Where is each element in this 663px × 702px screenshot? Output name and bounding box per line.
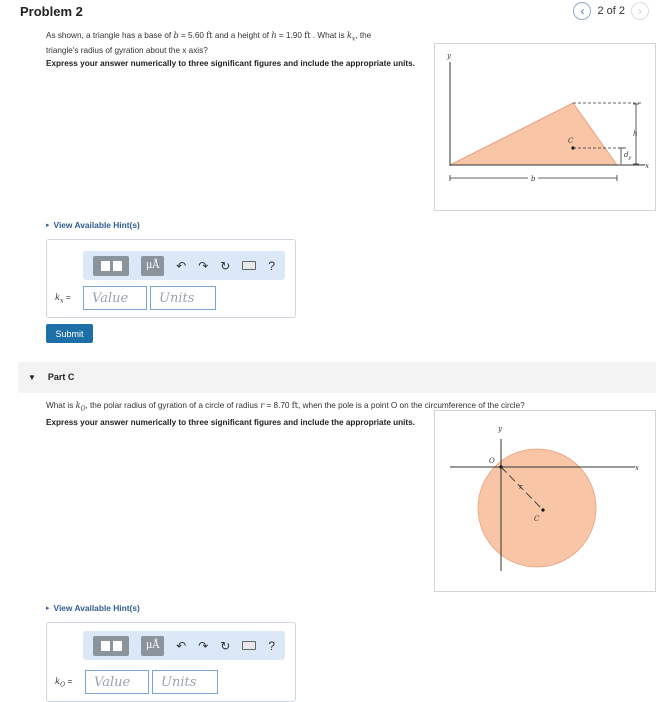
part-c-toolbar: [83, 631, 285, 660]
caret-right-icon: ▸: [46, 222, 50, 229]
fraction-icon: [113, 641, 122, 651]
help-button[interactable]: ?: [268, 638, 275, 653]
undo-icon: ↶: [176, 638, 187, 653]
units-symbol-button[interactable]: μÅ: [141, 256, 164, 276]
b-label: b: [531, 175, 536, 183]
templates-button[interactable]: [93, 256, 129, 276]
problem-title: Problem 2: [20, 4, 83, 19]
center-label: C: [534, 515, 540, 523]
h-label: h: [633, 130, 638, 138]
redo-button[interactable]: [198, 635, 208, 657]
pole-label: O: [489, 457, 495, 465]
part-b-answer-box: [46, 239, 296, 318]
circle-figure: [434, 410, 656, 592]
templates-button[interactable]: [93, 636, 129, 656]
chevron-right-icon: ›: [638, 4, 642, 18]
keyboard-icon: [242, 641, 256, 650]
centroid-label: C: [568, 137, 574, 145]
triangle-figure: [434, 43, 656, 211]
reset-icon: ↻: [220, 638, 231, 653]
pager-text: 2 of 2: [597, 5, 625, 17]
part-b-instructions: Express your answer numerically to three significant figures and include the appropriate units.: [46, 59, 415, 68]
reset-button[interactable]: [220, 635, 230, 657]
part-c-units-input[interactable]: Units: [152, 670, 218, 694]
redo-button[interactable]: [198, 255, 208, 277]
y-axis-label: y: [447, 52, 451, 60]
part-c-header[interactable]: [18, 362, 656, 393]
part-b-toolbar: [83, 251, 285, 280]
next-button[interactable]: [631, 2, 649, 20]
undo-button[interactable]: [176, 635, 186, 657]
part-b-value-input[interactable]: Value: [83, 286, 147, 310]
template-icon: [101, 261, 110, 271]
reset-button[interactable]: [220, 255, 230, 277]
part-c-value-input[interactable]: Value: [85, 670, 149, 694]
caret-down-icon: ▼: [28, 372, 36, 382]
radius-label: r: [519, 483, 523, 491]
chevron-left-icon: ‹: [580, 4, 585, 18]
part-b-hint-toggle[interactable]: ▸ View Available Hint(s): [46, 220, 140, 230]
template-icon: [101, 641, 110, 651]
redo-icon: ↷: [198, 258, 209, 273]
keyboard-button[interactable]: [242, 255, 256, 277]
center-point: [541, 508, 544, 511]
keyboard-icon: [242, 261, 256, 270]
x-axis-label: x: [645, 162, 649, 170]
circle-diagram: [435, 411, 655, 591]
triangle-shape: [450, 103, 617, 165]
reset-icon: ↻: [220, 258, 231, 273]
caret-right-icon: ▸: [46, 605, 50, 612]
redo-icon: ↷: [198, 638, 209, 653]
part-c-instructions: Express your answer numerically to three significant figures and include the appropriate units.: [46, 418, 415, 427]
part-c-question: What is $k_O$, the polar radius of gyration of a circle of radius r = 8.70 ft, when the pole is a point O on the circumference of the circle?: [46, 400, 525, 413]
part-c-hint-toggle[interactable]: ▸ View Available Hint(s): [46, 603, 140, 613]
undo-button[interactable]: [176, 255, 186, 277]
fraction-icon: [113, 261, 122, 271]
submit-button[interactable]: Submit: [46, 324, 93, 343]
part-b-answer-label: $k_x$ =: [55, 292, 71, 305]
dy-label: $d_y$: [624, 151, 632, 161]
part-b-units-input[interactable]: Units: [150, 286, 216, 310]
part-c-toggle[interactable]: ▼ Part C: [28, 372, 75, 382]
previous-button[interactable]: [573, 2, 591, 20]
units-symbol-button[interactable]: μÅ: [141, 636, 164, 656]
triangle-diagram: [435, 44, 655, 210]
keyboard-button[interactable]: [242, 635, 256, 657]
part-b-question: As shown, a triangle has a base of b = 5.60 ft and a height of h = 1.90 ft . What is $k_x$, the triangle's radius of gyration about the x axis?: [46, 30, 372, 55]
y-axis-label: y: [498, 425, 502, 433]
part-c-answer-label: $k_O$ =: [55, 676, 73, 689]
pager: [573, 2, 649, 20]
undo-icon: ↶: [176, 258, 187, 273]
part-c-answer-box: [46, 622, 296, 702]
x-axis-label: x: [635, 464, 639, 472]
help-button[interactable]: ?: [268, 258, 275, 273]
